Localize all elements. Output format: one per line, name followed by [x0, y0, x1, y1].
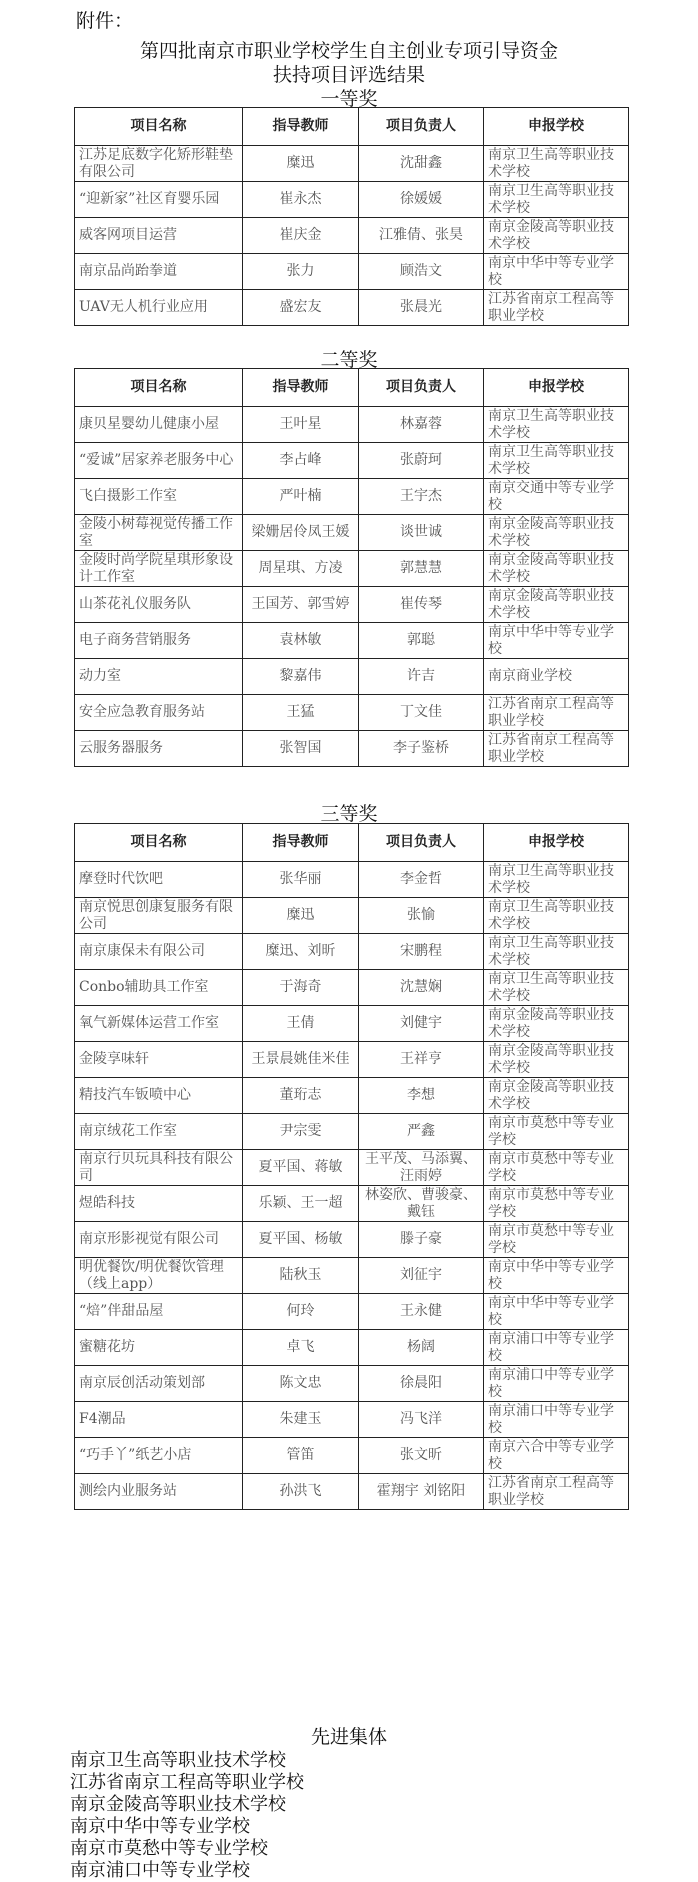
school-cell: 南京商业学校: [484, 659, 629, 695]
advisor-cell: 董珩志: [243, 1078, 359, 1114]
table-row: [75, 1402, 629, 1438]
advisor-cell: 陆秋玉: [243, 1258, 359, 1294]
project-name-cell: 金陵时尚学院星琪形象设计工作室: [75, 551, 243, 587]
advisor-cell: 尹宗雯: [243, 1114, 359, 1150]
project-name-cell: 金陵小树莓视觉传播工作室: [75, 515, 243, 551]
advisor-cell: 王倩: [243, 1006, 359, 1042]
leader-cell: 王宇杰: [359, 479, 484, 515]
table-header-row: [75, 108, 629, 146]
project-name-cell: 康贝星婴幼儿健康小屋: [75, 407, 243, 443]
advisor-cell: 于海奇: [243, 970, 359, 1006]
table-row: [75, 1474, 629, 1510]
leader-cell: 郭慧慧: [359, 551, 484, 587]
advisor-cell: 王叶星: [243, 407, 359, 443]
advisor-cell: 糜迅: [243, 146, 359, 182]
project-name-cell: 南京品尚跆拳道: [75, 254, 243, 290]
school-cell: 南京市莫愁中等专业学校: [484, 1186, 629, 1222]
advisor-cell: 卓飞: [243, 1330, 359, 1366]
table-row: [75, 934, 629, 970]
school-cell: 南京卫生高等职业技术学校: [484, 407, 629, 443]
leader-cell: 郭聪: [359, 623, 484, 659]
school-cell: 南京市莫愁中等专业学校: [484, 1150, 629, 1186]
advisor-cell: 王景晨姚佳米佳: [243, 1042, 359, 1078]
advisor-cell: 周星琪、方凌: [243, 551, 359, 587]
advisor-cell: 黎嘉伟: [243, 659, 359, 695]
project-name-cell: 蜜糖花坊: [75, 1330, 243, 1366]
leader-cell: 沈甜鑫: [359, 146, 484, 182]
project-name-cell: “爱诚”居家养老服务中心: [75, 443, 243, 479]
advisor-cell: 张华丽: [243, 862, 359, 898]
school-cell: 江苏省南京工程高等职业学校: [484, 290, 629, 326]
column-header: 项目负责人: [359, 369, 484, 407]
table-row: [75, 479, 629, 515]
school-cell: 南京卫生高等职业技术学校: [484, 146, 629, 182]
advisor-cell: 何玲: [243, 1294, 359, 1330]
advanced-collective-item: 南京浦口中等专业学校: [70, 1860, 250, 1881]
column-header: 指导教师: [243, 108, 359, 146]
leader-cell: 宋鹏程: [359, 934, 484, 970]
table-row: [75, 443, 629, 479]
project-name-cell: 电子商务营销服务: [75, 623, 243, 659]
school-cell: 江苏省南京工程高等职业学校: [484, 731, 629, 767]
table-row: [75, 970, 629, 1006]
table-row: [75, 1114, 629, 1150]
advisor-cell: 陈文忠: [243, 1366, 359, 1402]
column-header: 申报学校: [484, 108, 629, 146]
table-row: [75, 254, 629, 290]
school-cell: 江苏省南京工程高等职业学校: [484, 1474, 629, 1510]
school-cell: 南京市莫愁中等专业学校: [484, 1114, 629, 1150]
school-cell: 江苏省南京工程高等职业学校: [484, 695, 629, 731]
leader-cell: 王祥亨: [359, 1042, 484, 1078]
leader-cell: 李想: [359, 1078, 484, 1114]
leader-cell: 顾浩文: [359, 254, 484, 290]
school-cell: 南京金陵高等职业技术学校: [484, 218, 629, 254]
table-row: [75, 659, 629, 695]
table-row: [75, 1186, 629, 1222]
column-header: 项目负责人: [359, 824, 484, 862]
advanced-collective-item: 南京卫生高等职业技术学校: [70, 1750, 286, 1771]
leader-cell: 江雅倩、张昊: [359, 218, 484, 254]
column-header: 指导教师: [243, 824, 359, 862]
leader-cell: 严鑫: [359, 1114, 484, 1150]
leader-cell: 徐晨阳: [359, 1366, 484, 1402]
project-name-cell: Conbo辅助具工作室: [75, 970, 243, 1006]
project-name-cell: F4潮品: [75, 1402, 243, 1438]
school-cell: 南京金陵高等职业技术学校: [484, 587, 629, 623]
table-row: [75, 1366, 629, 1402]
table-row: [75, 1150, 629, 1186]
leader-cell: 徐媛媛: [359, 182, 484, 218]
school-cell: 南京浦口中等专业学校: [484, 1366, 629, 1402]
project-name-cell: “巧手丫”纸艺小店: [75, 1438, 243, 1474]
table-row: [75, 1294, 629, 1330]
advisor-cell: 李占峰: [243, 443, 359, 479]
table-row: [75, 1222, 629, 1258]
project-name-cell: 金陵享味轩: [75, 1042, 243, 1078]
leader-cell: 沈慧娴: [359, 970, 484, 1006]
table-row: [75, 695, 629, 731]
advisor-cell: 王国芳、郭雪婷: [243, 587, 359, 623]
attachment-label: 附件：: [76, 10, 134, 32]
column-header: 申报学校: [484, 369, 629, 407]
advanced-collective-item: 江苏省南京工程高等职业学校: [70, 1772, 304, 1793]
table-row: [75, 182, 629, 218]
leader-cell: 谈世诚: [359, 515, 484, 551]
project-name-cell: 南京形影视觉有限公司: [75, 1222, 243, 1258]
leader-cell: 杨阔: [359, 1330, 484, 1366]
leader-cell: 张文昕: [359, 1438, 484, 1474]
table-row: [75, 1078, 629, 1114]
project-name-cell: 南京绒花工作室: [75, 1114, 243, 1150]
leader-cell: 丁文佳: [359, 695, 484, 731]
school-cell: 南京卫生高等职业技术学校: [484, 443, 629, 479]
advisor-cell: 袁林敏: [243, 623, 359, 659]
project-name-cell: 飞白摄影工作室: [75, 479, 243, 515]
project-name-cell: 明优餐饮/明优餐饮管理（线上app）: [75, 1258, 243, 1294]
table-row: [75, 146, 629, 182]
advanced-collective-item: 南京市莫愁中等专业学校: [70, 1838, 268, 1859]
table-row: [75, 551, 629, 587]
school-cell: 南京中华中等专业学校: [484, 254, 629, 290]
advanced-collective-list: [70, 1750, 304, 1882]
school-cell: 南京中华中等专业学校: [484, 1258, 629, 1294]
leader-cell: 崔传琴: [359, 587, 484, 623]
column-header: 指导教师: [243, 369, 359, 407]
project-name-cell: 氧气新媒体运营工作室: [75, 1006, 243, 1042]
second-prize-heading: 二等奖: [320, 349, 378, 371]
table-row: [75, 1042, 629, 1078]
table-header-row: [75, 369, 629, 407]
third-prize-heading: 三等奖: [320, 803, 378, 825]
advisor-cell: 盛宏友: [243, 290, 359, 326]
school-cell: 南京市莫愁中等专业学校: [484, 1222, 629, 1258]
table-row: [75, 898, 629, 934]
project-name-cell: 威客网项目运营: [75, 218, 243, 254]
advisor-cell: 崔庆金: [243, 218, 359, 254]
school-cell: 南京金陵高等职业技术学校: [484, 1006, 629, 1042]
school-cell: 南京金陵高等职业技术学校: [484, 1042, 629, 1078]
project-name-cell: 南京悦思创康复服务有限公司: [75, 898, 243, 934]
table-row: [75, 407, 629, 443]
project-name-cell: 江苏足底数字化矫形鞋垫有限公司: [75, 146, 243, 182]
table-row: [75, 1438, 629, 1474]
advisor-cell: 梁姗居伶凤王媛: [243, 515, 359, 551]
advisor-cell: 朱建玉: [243, 1402, 359, 1438]
third-prize-table: [74, 823, 629, 1510]
document-title-line2: 扶持项目评选结果: [272, 64, 425, 86]
school-cell: 南京金陵高等职业技术学校: [484, 551, 629, 587]
school-cell: 南京卫生高等职业技术学校: [484, 898, 629, 934]
document-title-line1: 第四批南京市职业学校学生自主创业专项引导资金: [139, 40, 558, 62]
leader-cell: 李子鉴桥: [359, 731, 484, 767]
school-cell: 南京金陵高等职业技术学校: [484, 1078, 629, 1114]
school-cell: 南京交通中等专业学校: [484, 479, 629, 515]
leader-cell: 张蔚珂: [359, 443, 484, 479]
column-header: 项目负责人: [359, 108, 484, 146]
advisor-cell: 乐颖、王一超: [243, 1186, 359, 1222]
table-row: [75, 731, 629, 767]
column-header: 项目名称: [75, 369, 243, 407]
leader-cell: 王永健: [359, 1294, 484, 1330]
project-name-cell: 测绘内业服务站: [75, 1474, 243, 1510]
school-cell: 南京浦口中等专业学校: [484, 1402, 629, 1438]
project-name-cell: 摩登时代饮吧: [75, 862, 243, 898]
leader-cell: 张晨光: [359, 290, 484, 326]
table-row: [75, 515, 629, 551]
school-cell: 南京中华中等专业学校: [484, 1294, 629, 1330]
project-name-cell: 云服务器服务: [75, 731, 243, 767]
project-name-cell: 精技汽车钣喷中心: [75, 1078, 243, 1114]
school-cell: 南京卫生高等职业技术学校: [484, 934, 629, 970]
table-row: [75, 218, 629, 254]
school-cell: 南京浦口中等专业学校: [484, 1330, 629, 1366]
table-row: [75, 587, 629, 623]
advisor-cell: 张智国: [243, 731, 359, 767]
leader-cell: 林姿欣、曹骏豪、戴钰: [359, 1186, 484, 1222]
school-cell: 南京中华中等专业学校: [484, 623, 629, 659]
column-header: 申报学校: [484, 824, 629, 862]
project-name-cell: 山茶花礼仪服务队: [75, 587, 243, 623]
project-name-cell: 煜皓科技: [75, 1186, 243, 1222]
advisor-cell: 夏平国、蒋敏: [243, 1150, 359, 1186]
project-name-cell: “焙”伴甜品屋: [75, 1294, 243, 1330]
advisor-cell: 王猛: [243, 695, 359, 731]
advanced-collective-item: 南京金陵高等职业技术学校: [70, 1794, 286, 1815]
advisor-cell: 管笛: [243, 1438, 359, 1474]
advisor-cell: 孙洪飞: [243, 1474, 359, 1510]
project-name-cell: 南京辰创活动策划部: [75, 1366, 243, 1402]
school-cell: 南京卫生高等职业技术学校: [484, 862, 629, 898]
column-header: 项目名称: [75, 108, 243, 146]
first-prize-table: [74, 107, 629, 326]
leader-cell: 刘健宇: [359, 1006, 484, 1042]
leader-cell: 滕子豪: [359, 1222, 484, 1258]
school-cell: 南京卫生高等职业技术学校: [484, 970, 629, 1006]
column-header: 项目名称: [75, 824, 243, 862]
project-name-cell: 动力室: [75, 659, 243, 695]
advanced-collective-heading: 先进集体: [310, 1726, 387, 1748]
advisor-cell: 崔永杰: [243, 182, 359, 218]
school-cell: 南京卫生高等职业技术学校: [484, 182, 629, 218]
project-name-cell: 南京康保未有限公司: [75, 934, 243, 970]
school-cell: 南京六合中等专业学校: [484, 1438, 629, 1474]
first-prize-heading: 一等奖: [320, 88, 378, 110]
leader-cell: 刘征宇: [359, 1258, 484, 1294]
table-row: [75, 1006, 629, 1042]
leader-cell: 张愉: [359, 898, 484, 934]
advisor-cell: 严叶楠: [243, 479, 359, 515]
advisor-cell: 糜迅、刘昕: [243, 934, 359, 970]
table-row: [75, 862, 629, 898]
table-row: [75, 1330, 629, 1366]
leader-cell: 霍翔宇 刘铭阳: [359, 1474, 484, 1510]
project-name-cell: 南京行贝玩具科技有限公司: [75, 1150, 243, 1186]
second-prize-table: [74, 368, 629, 767]
table-row: [75, 1258, 629, 1294]
advanced-collective-item: 南京中华中等专业学校: [70, 1816, 250, 1837]
leader-cell: 林嘉蓉: [359, 407, 484, 443]
leader-cell: 许吉: [359, 659, 484, 695]
advisor-cell: 夏平国、杨敏: [243, 1222, 359, 1258]
leader-cell: 李金哲: [359, 862, 484, 898]
leader-cell: 冯飞洋: [359, 1402, 484, 1438]
advisor-cell: 张力: [243, 254, 359, 290]
school-cell: 南京金陵高等职业技术学校: [484, 515, 629, 551]
project-name-cell: UAV无人机行业应用: [75, 290, 243, 326]
leader-cell: 王平茂、马添翼、汪雨婷: [359, 1150, 484, 1186]
project-name-cell: 安全应急教育服务站: [75, 695, 243, 731]
table-row: [75, 290, 629, 326]
table-row: [75, 623, 629, 659]
table-header-row: [75, 824, 629, 862]
project-name-cell: “迎新家”社区育婴乐园: [75, 182, 243, 218]
advisor-cell: 糜迅: [243, 898, 359, 934]
